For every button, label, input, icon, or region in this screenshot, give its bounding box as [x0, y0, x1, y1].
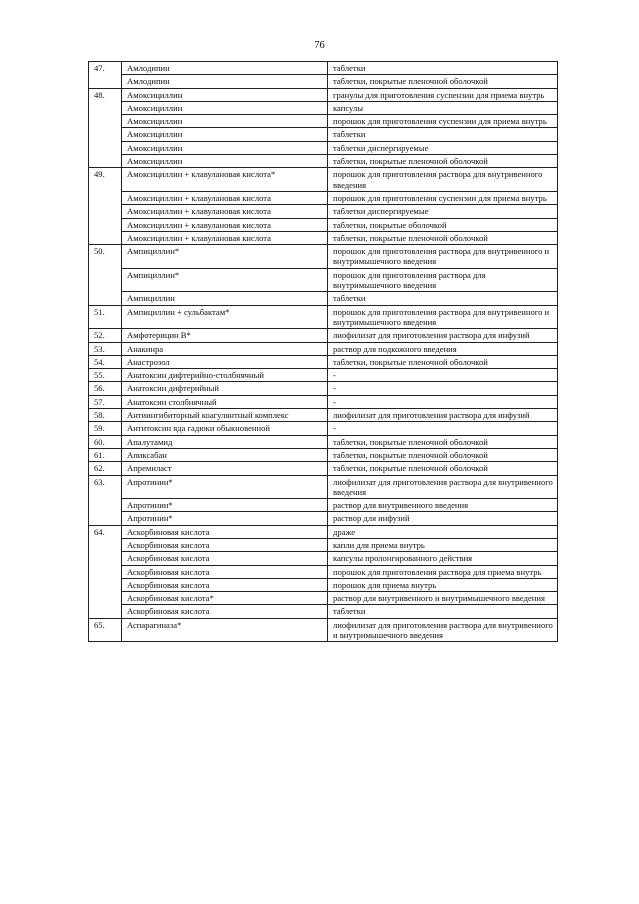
- drug-name: Апротинин*: [122, 475, 328, 499]
- dosage-form: лиофилизат для приготовления раствора для инфузий: [328, 409, 558, 422]
- item-number: 64.: [89, 525, 122, 618]
- table-row: [89, 62, 558, 75]
- dosage-form: таблетки, покрытые пленочной оболочкой: [328, 448, 558, 461]
- drug-name: Аскорбиновая кислота: [122, 538, 328, 551]
- drug-name: Амоксициллин + клавулановая кислота: [122, 218, 328, 231]
- table-row: [89, 499, 558, 512]
- drug-name: Апротинин*: [122, 499, 328, 512]
- dosage-form: порошок для приема внутрь: [328, 578, 558, 591]
- item-number: 53.: [89, 342, 122, 355]
- drug-name: Амоксициллин + клавулановая кислота: [122, 231, 328, 244]
- drug-name: Ампициллин + сульбактам*: [122, 305, 328, 329]
- table-row: [89, 395, 558, 408]
- drug-name: Апалутамид: [122, 435, 328, 448]
- table-row: [89, 292, 558, 305]
- dosage-form: -: [328, 382, 558, 395]
- drug-name: Апротинин*: [122, 512, 328, 525]
- table-row: [89, 115, 558, 128]
- table-row: [89, 88, 558, 101]
- drug-name: Аскорбиновая кислота: [122, 565, 328, 578]
- drug-name: Аскорбиновая кислота: [122, 605, 328, 618]
- table-row: [89, 342, 558, 355]
- table-row: [89, 369, 558, 382]
- dosage-form: раствор для инфузий: [328, 512, 558, 525]
- drug-name: Аскорбиновая кислота*: [122, 592, 328, 605]
- table-row: [89, 512, 558, 525]
- dosage-form: раствор для подкожного введения: [328, 342, 558, 355]
- item-number: 61.: [89, 448, 122, 461]
- dosage-form: таблетки, покрытые оболочкой: [328, 218, 558, 231]
- table-row: [89, 168, 558, 192]
- table-row: [89, 435, 558, 448]
- dosage-form: гранулы для приготовления суспензии для приема внутрь: [328, 88, 558, 101]
- dosage-form: раствор для внутривенного введения: [328, 499, 558, 512]
- dosage-form: таблетки диспергируемые: [328, 141, 558, 154]
- table-row: [89, 382, 558, 395]
- drug-name: Амфотерицин В*: [122, 329, 328, 342]
- drug-list-table: [88, 61, 558, 642]
- dosage-form: таблетки, покрытые пленочной оболочкой: [328, 75, 558, 88]
- dosage-form: лиофилизат для приготовления раствора для инфузий: [328, 329, 558, 342]
- drug-name: Анатоксин дифтерийный: [122, 382, 328, 395]
- drug-name: Аскорбиновая кислота: [122, 552, 328, 565]
- drug-name: Антиингибиторный коагулянтный комплекс: [122, 409, 328, 422]
- dosage-form: порошок для приготовления суспензии для приема внутрь: [328, 115, 558, 128]
- drug-name: Амоксициллин: [122, 101, 328, 114]
- table-row: [89, 475, 558, 499]
- table-row: [89, 578, 558, 591]
- drug-name: Ампициллин*: [122, 268, 328, 292]
- item-number: 60.: [89, 435, 122, 448]
- table-row: [89, 305, 558, 329]
- item-number: 56.: [89, 382, 122, 395]
- dosage-form: порошок для приготовления раствора для внутримышечного введения: [328, 268, 558, 292]
- drug-name: Амоксициллин + клавулановая кислота: [122, 205, 328, 218]
- drug-name: Ампициллин: [122, 292, 328, 305]
- table-row: [89, 565, 558, 578]
- dosage-form: таблетки, покрытые пленочной оболочкой: [328, 435, 558, 448]
- table-row: [89, 75, 558, 88]
- dosage-form: таблетки, покрытые пленочной оболочкой: [328, 355, 558, 368]
- drug-name: Амоксициллин: [122, 128, 328, 141]
- table-row: [89, 245, 558, 269]
- table-row: [89, 462, 558, 475]
- table-row: [89, 329, 558, 342]
- dosage-form: раствор для внутривенного и внутримышечного введения: [328, 592, 558, 605]
- table-row: [89, 128, 558, 141]
- drug-name: Амоксициллин: [122, 141, 328, 154]
- dosage-form: капсулы: [328, 101, 558, 114]
- table-row: [89, 552, 558, 565]
- drug-name: Анатоксин столбнячный: [122, 395, 328, 408]
- item-number: 48.: [89, 88, 122, 168]
- dosage-form: порошок для приготовления раствора для приема внутрь: [328, 565, 558, 578]
- table-row: [89, 525, 558, 538]
- drug-name: Амлодипин: [122, 75, 328, 88]
- table-row: [89, 448, 558, 461]
- dosage-form: порошок для приготовления раствора для внутривенного введения: [328, 168, 558, 192]
- dosage-form: порошок для приготовления суспензии для приема внутрь: [328, 191, 558, 204]
- dosage-form: таблетки, покрытые пленочной оболочкой: [328, 231, 558, 244]
- item-number: 55.: [89, 369, 122, 382]
- table-row: [89, 618, 558, 642]
- dosage-form: порошок для приготовления раствора для внутривенного и внутримышечного введения: [328, 245, 558, 269]
- dosage-form: таблетки: [328, 292, 558, 305]
- drug-table-body: [89, 62, 558, 642]
- drug-name: Ампициллин*: [122, 245, 328, 269]
- dosage-form: драже: [328, 525, 558, 538]
- item-number: 54.: [89, 355, 122, 368]
- item-number: 50.: [89, 245, 122, 305]
- item-number: 57.: [89, 395, 122, 408]
- dosage-form: таблетки: [328, 605, 558, 618]
- drug-name: Аскорбиновая кислота: [122, 525, 328, 538]
- drug-name: Амоксициллин: [122, 155, 328, 168]
- drug-name: Апремиласт: [122, 462, 328, 475]
- table-row: [89, 409, 558, 422]
- dosage-form: -: [328, 395, 558, 408]
- drug-name: Амоксициллин + клавулановая кислота*: [122, 168, 328, 192]
- drug-name: Аспарагиназа*: [122, 618, 328, 642]
- dosage-form: капсулы пролонгированного действия: [328, 552, 558, 565]
- table-row: [89, 592, 558, 605]
- dosage-form: таблетки, покрытые пленочной оболочкой: [328, 462, 558, 475]
- dosage-form: порошок для приготовления раствора для внутривенного и внутримышечного введения: [328, 305, 558, 329]
- drug-name: Амоксициллин: [122, 115, 328, 128]
- dosage-form: таблетки, покрытые пленочной оболочкой: [328, 155, 558, 168]
- table-row: [89, 355, 558, 368]
- table-row: [89, 538, 558, 551]
- drug-name: Антитоксин яда гадюки обыкновенной: [122, 422, 328, 435]
- item-number: 49.: [89, 168, 122, 245]
- table-row: [89, 605, 558, 618]
- table-row: [89, 155, 558, 168]
- drug-name: Аскорбиновая кислота: [122, 578, 328, 591]
- item-number: 58.: [89, 409, 122, 422]
- dosage-form: капли для приема внутрь: [328, 538, 558, 551]
- item-number: 51.: [89, 305, 122, 329]
- item-number: 62.: [89, 462, 122, 475]
- table-row: [89, 218, 558, 231]
- table-row: [89, 422, 558, 435]
- drug-name: Апиксабан: [122, 448, 328, 461]
- drug-name: Амоксициллин + клавулановая кислота: [122, 191, 328, 204]
- dosage-form: таблетки диспергируемые: [328, 205, 558, 218]
- item-number: 63.: [89, 475, 122, 525]
- drug-name: Анастрозол: [122, 355, 328, 368]
- page-number: 76: [314, 40, 325, 51]
- drug-name: Анатоксин дифтерийно-столбнячный: [122, 369, 328, 382]
- table-row: [89, 231, 558, 244]
- dosage-form: -: [328, 369, 558, 382]
- drug-name: Амоксициллин: [122, 88, 328, 101]
- item-number: 59.: [89, 422, 122, 435]
- table-row: [89, 268, 558, 292]
- drug-name: Амлодипин: [122, 62, 328, 75]
- item-number: 52.: [89, 329, 122, 342]
- table-row: [89, 191, 558, 204]
- item-number: 65.: [89, 618, 122, 642]
- item-number: 47.: [89, 62, 122, 89]
- table-row: [89, 141, 558, 154]
- table-row: [89, 101, 558, 114]
- dosage-form: лиофилизат для приготовления раствора для внутривенного введения: [328, 475, 558, 499]
- dosage-form: лиофилизат для приготовления раствора для внутривенного и внутримышечного введения: [328, 618, 558, 642]
- dosage-form: -: [328, 422, 558, 435]
- drug-name: Анакинра: [122, 342, 328, 355]
- table-row: [89, 205, 558, 218]
- dosage-form: таблетки: [328, 128, 558, 141]
- dosage-form: таблетки: [328, 62, 558, 75]
